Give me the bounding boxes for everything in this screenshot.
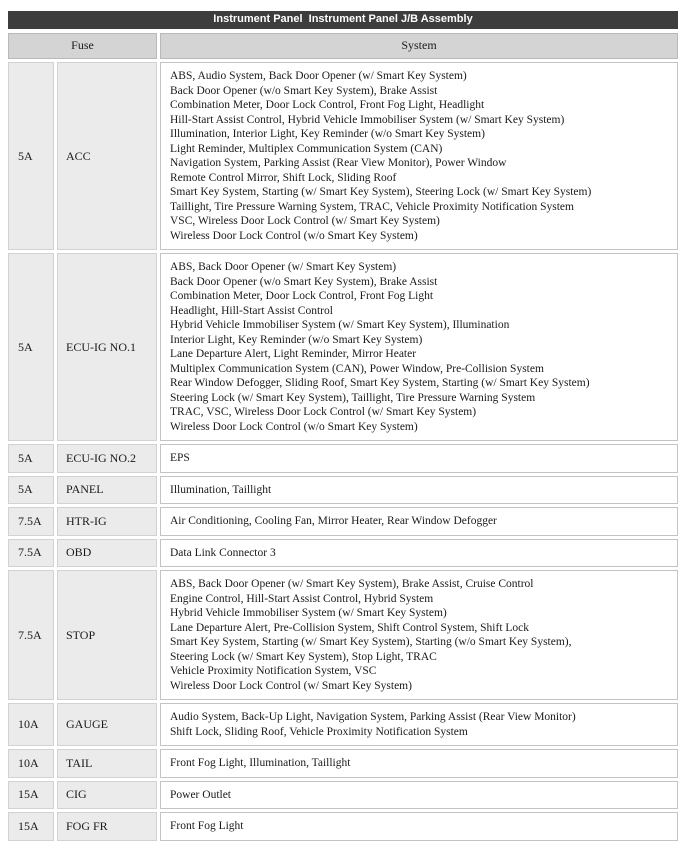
fuse-amp-cell: 5A bbox=[8, 253, 54, 441]
fuse-amp-cell: 15A bbox=[8, 812, 54, 841]
system-cell bbox=[160, 781, 678, 810]
table-row bbox=[8, 749, 678, 778]
system-line: Hybrid Vehicle Immobiliser System (w/ Smart Key System) bbox=[170, 607, 447, 619]
fuse-amp-cell: 10A bbox=[8, 749, 54, 778]
system-line: Smart Key System, Starting (w/ Smart Key System), Starting (w/o Smart Key System), bbox=[170, 636, 572, 648]
system-line: ABS, Back Door Opener (w/ Smart Key System) bbox=[170, 261, 397, 273]
system-line: Hill-Start Assist Control, Hybrid Vehicle Immobiliser System (w/ Smart Key System) bbox=[170, 113, 565, 126]
system-line: Shift Lock, Sliding Roof, Vehicle Proximity Notification System bbox=[170, 725, 468, 738]
system-line: ABS, Back Door Opener (w/ Smart Key System), Brake Assist, Cruise Control bbox=[170, 578, 534, 590]
system-line: Back Door Opener (w/o Smart Key System), Brake Assist bbox=[170, 84, 438, 97]
system-line: Front Fog Light, Illumination, Taillight bbox=[170, 757, 351, 769]
system-line: Multiplex Communication System (CAN), Power Window, Pre-Collision System bbox=[170, 362, 544, 375]
system-line: Steering Lock (w/ Smart Key System), Taillight, Tire Pressure Warning System bbox=[170, 391, 536, 404]
fuse-name-cell: STOP bbox=[57, 570, 157, 700]
system-line: Air Conditioning, Cooling Fan, Mirror Heater, Rear Window Defogger bbox=[170, 515, 497, 527]
system-line: Lane Departure Alert, Pre-Collision System, Shift Control System, Shift Lock bbox=[170, 621, 530, 634]
table-title: Instrument Panel Instrument Panel J/B Assembly bbox=[8, 11, 678, 29]
fuse-name-cell: CIG bbox=[57, 781, 157, 810]
fuse-amp-cell: 15A bbox=[8, 781, 54, 810]
table-header-row bbox=[8, 33, 678, 59]
system-cell bbox=[160, 476, 678, 505]
fuse-name-cell: ACC bbox=[57, 62, 157, 250]
fuse-name-cell: ECU-IG NO.2 bbox=[57, 444, 157, 473]
system-cell bbox=[160, 253, 678, 441]
system-line: Illumination, Taillight bbox=[170, 483, 272, 496]
system-line: Rear Window Defogger, Sliding Roof, Smart Key System, Starting (w/ Smart Key System) bbox=[170, 377, 590, 389]
fuse-amp-cell: 7.5A bbox=[8, 539, 54, 568]
fuse-name-cell: ECU-IG NO.1 bbox=[57, 253, 157, 441]
fuse-amp-cell: 5A bbox=[8, 62, 54, 250]
system-line: Hybrid Vehicle Immobiliser System (w/ Smart Key System), Illumination bbox=[170, 319, 510, 331]
system-line: Engine Control, Hill-Start Assist Control, Hybrid System bbox=[170, 592, 434, 605]
system-line: Audio System, Back-Up Light, Navigation System, Parking Assist (Rear View Monitor) bbox=[170, 711, 576, 723]
system-cell bbox=[160, 812, 678, 841]
system-cell bbox=[160, 507, 678, 536]
system-line: ABS, Audio System, Back Door Opener (w/ Smart Key System) bbox=[170, 70, 467, 82]
system-line: Remote Control Mirror, Shift Lock, Sliding Roof bbox=[170, 171, 397, 184]
fuse-amp-cell: 5A bbox=[8, 476, 54, 505]
system-line: Headlight, Hill-Start Assist Control bbox=[170, 304, 333, 317]
system-cell bbox=[160, 539, 678, 568]
system-line: Front Fog Light bbox=[170, 820, 244, 832]
fuse-amp-cell: 10A bbox=[8, 703, 54, 746]
table-row bbox=[8, 703, 678, 746]
table-body bbox=[8, 62, 678, 841]
table-row bbox=[8, 476, 678, 505]
system-line: Taillight, Tire Pressure Warning System, TRAC, Vehicle Proximity Notification System bbox=[170, 200, 574, 213]
system-line: TRAC, VSC, Wireless Door Lock Control (w/ Smart Key System) bbox=[170, 406, 477, 418]
table-row bbox=[8, 812, 678, 841]
system-line: VSC, Wireless Door Lock Control (w/ Smart Key System) bbox=[170, 215, 440, 227]
system-line: Steering Lock (w/ Smart Key System), Stop Light, TRAC bbox=[170, 650, 437, 663]
table-row bbox=[8, 62, 678, 250]
system-line: Smart Key System, Starting (w/ Smart Key System), Steering Lock (w/ Smart Key System) bbox=[170, 186, 592, 198]
system-line: Lane Departure Alert, Light Reminder, Mirror Heater bbox=[170, 348, 417, 360]
fuse-name-cell: GAUGE bbox=[57, 703, 157, 746]
fuse-name-cell: FOG FR bbox=[57, 812, 157, 841]
table-row bbox=[8, 444, 678, 473]
system-cell bbox=[160, 570, 678, 700]
system-cell bbox=[160, 749, 678, 778]
system-line: Combination Meter, Door Lock Control, Front Fog Light bbox=[170, 290, 434, 302]
system-line: Interior Light, Key Reminder (w/o Smart Key System) bbox=[170, 333, 423, 346]
system-line: EPS bbox=[170, 452, 190, 464]
system-cell bbox=[160, 703, 678, 746]
column-header-system: System bbox=[160, 33, 678, 59]
fuse-amp-cell: 7.5A bbox=[8, 507, 54, 536]
system-line: Navigation System, Parking Assist (Rear View Monitor), Power Window bbox=[170, 157, 507, 169]
fuse-name-cell: PANEL bbox=[57, 476, 157, 505]
table-row bbox=[8, 507, 678, 536]
table-row bbox=[8, 539, 678, 568]
table-row bbox=[8, 781, 678, 810]
system-line: Illumination, Interior Light, Key Reminder (w/o Smart Key System) bbox=[170, 128, 485, 140]
fuse-amp-cell: 5A bbox=[8, 444, 54, 473]
fuse-name-cell: OBD bbox=[57, 539, 157, 568]
system-line: Wireless Door Lock Control (w/ Smart Key System) bbox=[170, 679, 412, 692]
fuse-name-cell: TAIL bbox=[57, 749, 157, 778]
system-line: Wireless Door Lock Control (w/o Smart Key System) bbox=[170, 420, 418, 433]
system-line: Light Reminder, Multiplex Communication System (CAN) bbox=[170, 142, 443, 155]
system-cell bbox=[160, 444, 678, 473]
system-line: Power Outlet bbox=[170, 788, 232, 801]
fuse-name-cell: HTR-IG bbox=[57, 507, 157, 536]
system-line: Combination Meter, Door Lock Control, Front Fog Light, Headlight bbox=[170, 99, 485, 111]
column-header-fuse: Fuse bbox=[8, 33, 157, 59]
fuse-amp-cell: 7.5A bbox=[8, 570, 54, 700]
system-cell bbox=[160, 62, 678, 250]
system-line: Vehicle Proximity Notification System, VSC bbox=[170, 665, 377, 677]
system-line: Wireless Door Lock Control (w/o Smart Key System) bbox=[170, 229, 418, 242]
table-row bbox=[8, 570, 678, 700]
system-line: Back Door Opener (w/o Smart Key System), Brake Assist bbox=[170, 275, 438, 288]
table-row bbox=[8, 253, 678, 441]
system-line: Data Link Connector 3 bbox=[170, 546, 276, 559]
